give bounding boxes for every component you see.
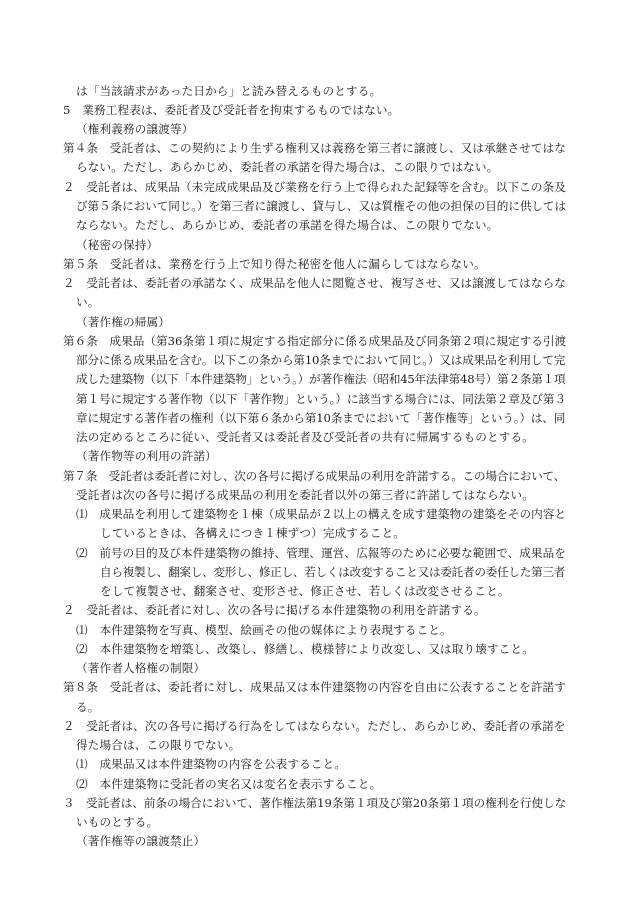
article-heading: （著作権等の譲渡禁止） (76, 834, 206, 848)
text-line: 自ら複製し、翻案し、変形し、修正し、若しくは改変すること又は委託者の委任した第三者 (100, 565, 566, 579)
article-7: 第７条 受託者は委託者に対し、次の各号に掲げる成果品の利用を許諾する。この場合において、 (63, 469, 566, 483)
paragraph-item: ２ 受託者は、委託者に対し、次の各号に掲げる本件建築物の利用を許諾する。 (63, 603, 486, 617)
article-heading: （権利義務の譲渡等） (76, 122, 194, 136)
article-heading: （著作権の帰属） (76, 315, 170, 329)
text-line: い。 (76, 295, 100, 309)
text-line: らない。ただし、あらかじめ、委託者の承諾を得た場合は、この限りではない。 (76, 160, 499, 174)
numbered-item: ⑴ 成果品を利用して建築物を１棟（成果品が２以上の構えを成す建築物の建築をその内容と (76, 507, 567, 521)
paragraph-item: 5 業務工程表は、委託者及び受託者を拘束するものではない。 (63, 103, 400, 117)
paragraph-item: ２ 受託者は、次の各号に掲げる行為をしてはならない。ただし、あらかじめ、委託者の承諾を (63, 719, 566, 733)
text-line: 部分に係る成果品を含む。以下この条から第10条までにおいて同じ。）又は成果品を利用して完 (76, 353, 566, 367)
text-line: しているときは、各構えにつき１棟ずつ）完成すること。 (100, 526, 406, 540)
article-heading: （著作者人格権の制限） (76, 661, 206, 675)
article-4: 第４条 受託者は、この契約により生ずる権利又は義務を第三者に譲渡し、又は承継させてはな (63, 141, 566, 155)
text-line: 得た場合は、この限りでない。 (76, 738, 241, 752)
text-line: ならない。ただし、あらかじめ、委託者の承諾を得た場合は、この限りでない。 (76, 218, 499, 232)
text-line: 第１号に規定する著作物（以下「著作物」という。）に該当する場合には、同法第２章及び第３ (76, 392, 566, 406)
numbered-item: ⑵ 本件建築物を増築し、改築し、修繕し、模様替により改変し、又は取り壊すこと。 (76, 642, 535, 656)
paragraph-item: ２ 受託者は、委託者の承諾なく、成果品を他人に閲覧させ、複写させ、又は譲渡してはならな (63, 276, 567, 290)
article-5: 第５条 受託者は、業務を行う上で知り得た秘密を他人に漏らしてはならない。 (63, 257, 486, 271)
text-line: 成した建築物（以下「本件建築物」という。）が著作権法（昭和45年法律第48号）第２条第１項 (76, 372, 566, 386)
text-line: る。 (76, 700, 100, 714)
article-6: 第６条 成果品（第36条第１項に規定する指定部分に係る成果品及び同条第２項に規定する引渡 (63, 334, 567, 348)
paragraph-item: ２ 受託者は、成果品（未完成成果品及び業務を行う上で得られた記録等を含む。以下この条及 (63, 180, 566, 194)
text-line: び第５条において同じ。）を第三者に譲渡し、貸与し、又は質権その他の担保の目的に供しては (76, 199, 566, 213)
paragraph-item: ３ 受託者は、前条の場合において、著作権法第19条第１項及び第20条第１項の権利を行使しな (63, 796, 567, 810)
text-line: 法の定めるところに従い、受託者又は委託者及び受託者の共有に帰属するものとする。 (76, 430, 535, 444)
text-line: 受託者は次の各号に掲げる成果品の利用を委託者以外の第三者に許諾してはならない。 (76, 488, 535, 502)
article-8: 第８条 受託者は、委託者に対し、成果品又は本件建築物の内容を自由に公表することを許諾す (63, 680, 566, 694)
numbered-item: ⑴ 本件建築物を写真、模型、絵画その他の媒体により表現すること。 (76, 623, 452, 637)
article-heading: （著作物等の利用の許諾） (76, 449, 217, 463)
text-line: 章に規定する著作者の権利（以下第６条から第10条までにおいて「著作権等」という。）は、同 (76, 411, 566, 425)
article-heading: （秘密の保持） (76, 238, 159, 252)
numbered-item: ⑵ 本件建築物に受託者の実名又は変名を表示すること。 (76, 777, 382, 791)
numbered-item: ⑵ 前号の目的及び本件建築物の維持、管理、運営、広報等のために必要な範囲で、成果品を (76, 546, 566, 560)
text-line: は「当該請求があった日から」と読み替えるものとする。 (76, 84, 382, 98)
numbered-item: ⑴ 成果品又は本件建築物の内容を公表すること。 (76, 757, 347, 771)
text-line: をして複製させ、翻案させ、変形させ、修正させ、若しくは改変させること。 (100, 584, 510, 598)
text-line: いものとする。 (76, 815, 159, 829)
